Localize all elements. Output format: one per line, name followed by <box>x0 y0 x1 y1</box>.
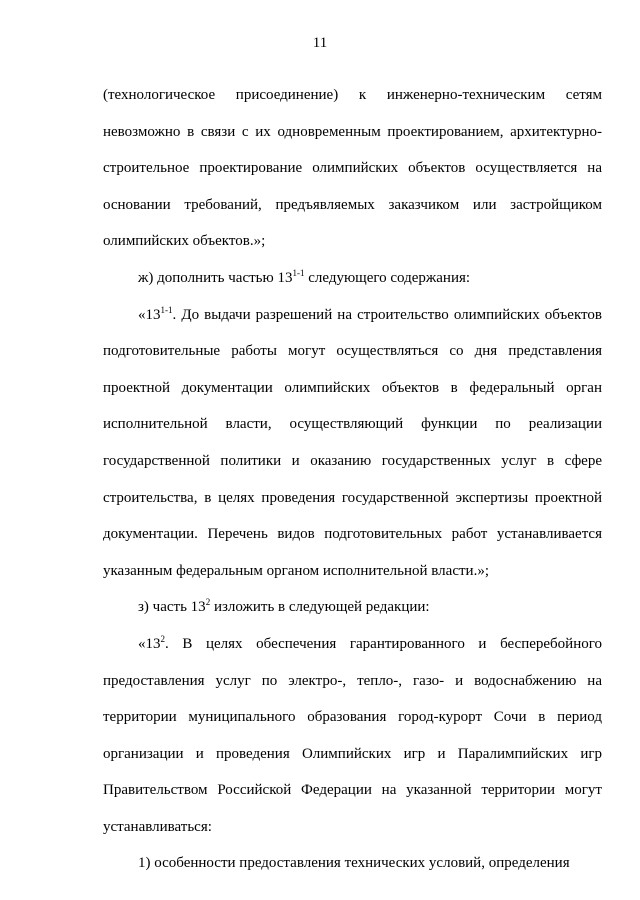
superscript: 1-1 <box>160 304 173 315</box>
paragraph-text: 1) особенности предоставления технических условий, определения <box>138 855 570 872</box>
superscript: 2 <box>160 633 165 644</box>
superscript: 2 <box>205 597 211 608</box>
paragraph-text: «13 <box>138 635 161 652</box>
superscript: 1-1 <box>292 267 305 278</box>
paragraph-text: з) часть 13 <box>138 599 206 616</box>
paragraph-part-13-2 <box>103 626 602 846</box>
paragraph-text: «13 <box>138 306 161 323</box>
page-number: 11 <box>312 35 328 51</box>
paragraph-text: . До выдачи разрешений на строительство олимпийских объектов подготовительные работы могут осуществляться со дня представления проектной документации олимпийских объектов в федеральный орган исполнительной власти, осуществляющий функции по реализации государственной политики и оказанию государственных услуг в сфере строительства, в целях проведения государственной экспертизы проектной документации. Перечень видов подготовительных работ устанавливается указанным федеральным органом исполнительной власти.»; <box>103 306 602 579</box>
paragraph-text: ж) дополнить частью 13 <box>138 269 293 286</box>
paragraph-item-z <box>103 589 602 626</box>
paragraph-text: изложить в следующей редакции: <box>210 599 430 616</box>
document-body <box>103 77 602 882</box>
paragraph-text: следующего содержания: <box>304 269 471 286</box>
paragraph-part-13-1-1 <box>103 297 602 590</box>
paragraph-text: (технологическое присоединение) к инженерно-техническим сетям невозможно в связи с их одновременным проектированием, архитектурно-строительное проектирование олимпийских объектов осуществляется на основании требований, предъявляемых заказчиком или застройщиком олимпийских объектов.»; <box>103 87 602 250</box>
paragraph-text: . В целях обеспечения гарантированного и бесперебойного предоставления услуг по электро-, тепло-, газо- и водоснабжению на территории муниципального образования город-курорт Сочи в период организации и проведения Олимпийских игр и Паралимпийских игр Правительством Российской Федерации на указанной территории могут устанавливаться: <box>103 635 602 835</box>
paragraph-list-item-1 <box>103 845 602 882</box>
paragraph-continuation <box>103 77 602 260</box>
paragraph-item-zh <box>103 260 602 297</box>
